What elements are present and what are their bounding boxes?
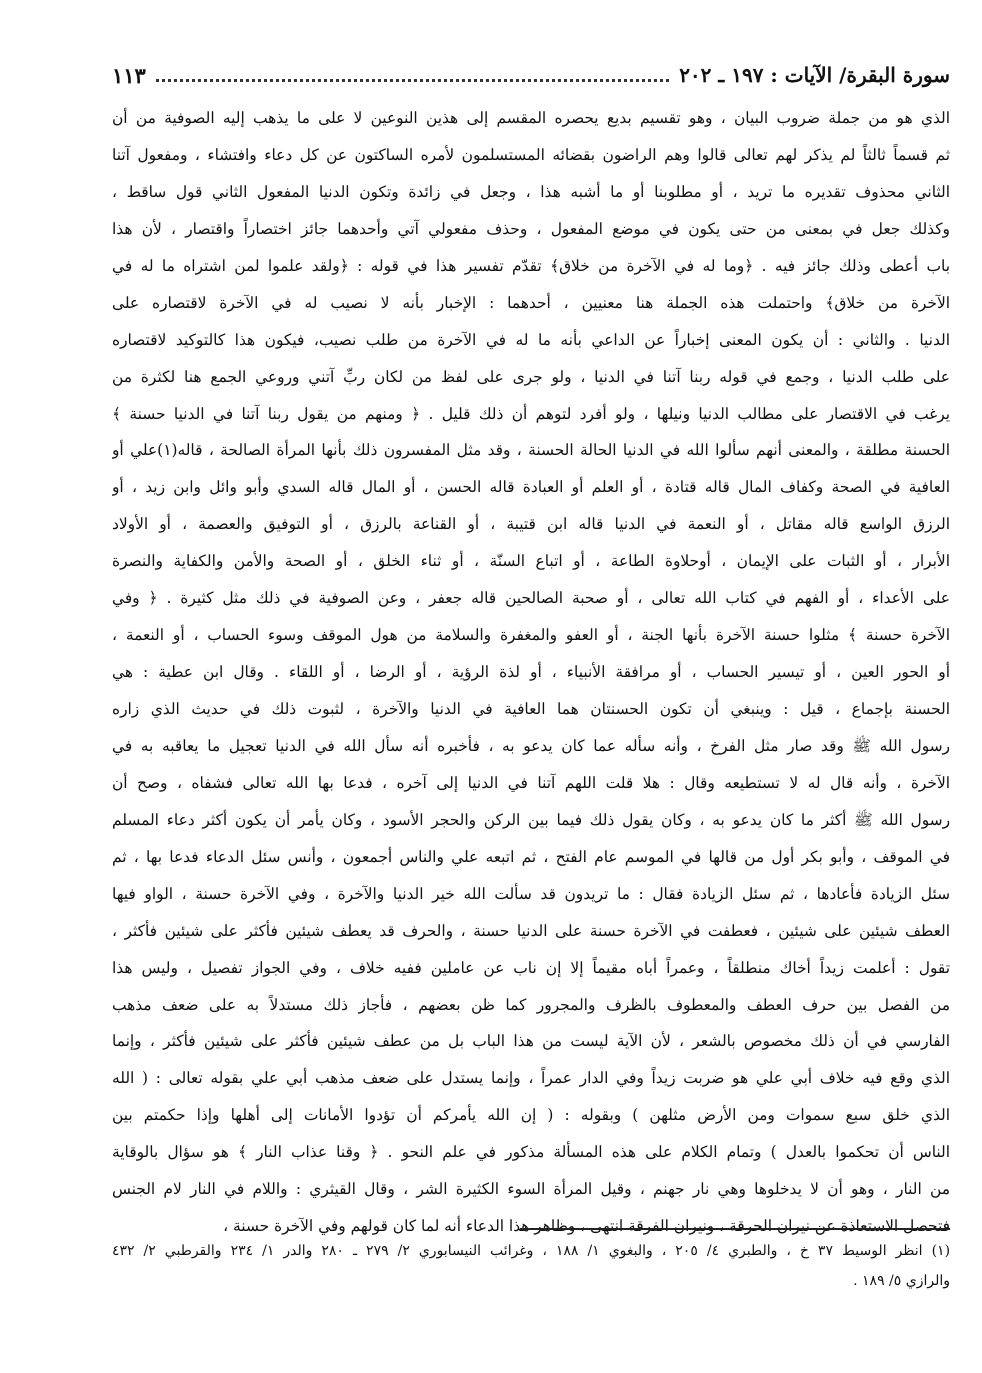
main-text xyxy=(112,100,950,1245)
text-line: تقول : أعلمت زيداً أخاك منطلقاً ، وعمراً أباه مقيماً إلا إن ناب عن عاملين ففيه خلاف ، وفي الجواز تفصيل ، وليس هذا xyxy=(112,958,950,977)
text-line: في الموقف ، وأبو بكر أول من قالها في الموسم عام الفتح ، ثم اتبعه علي والناس أجمعون ، وأنس سئل الدعاء فدعا بها ، ثم xyxy=(112,847,950,866)
footnote-separator xyxy=(520,1228,950,1230)
text-line: الثاني محذوف تقديره ما تريد ، أو مطلوبنا أو ما أشبه هذا ، وجعل في زائدة وتكون الدنيا المفعول الثاني قول ساقط ، xyxy=(112,182,950,201)
text-line: من الفصل بين حرف العطف والمعطوف بالظرف والمجرور كما ظن بعضهم ، فأجاز ذلك مستدلاً به على ضعف مذهب xyxy=(112,995,950,1014)
text-line: رسول الله ﷺ أكثر ما كان يدعو به ، وكان يقول ذلك فيما بين الركن والحجر الأسود ، وكان يأمر أن يكون أكثر دعاء المسلم xyxy=(112,810,950,829)
text-line: الآخرة ، وأنه قال له لا تستطيعه وقال : هلا قلت اللهم آتنا في الدنيا إلى آخره ، فدعا بها الله تعالى فشفاه ، وصح أن xyxy=(112,773,950,792)
text-line: الحسنة مطلقة ، والمعنى أنهم سألوا الله في الدنيا الحالة الحسنة ، وقد مثل المفسرون ذلك بأنها المرأة الصالحة ، قاله(١)علي أو xyxy=(112,441,950,460)
text-line: الآخرة حسنة ﴾ مثلوا حسنة الآخرة بأنها الجنة ، أو العفو والمغفرة والسلامة من هول الموقف وسوء الحساب ، أو النعمة ، xyxy=(112,626,950,645)
header-dotted-leader xyxy=(156,69,669,82)
text-line: الناس أن تحكموا بالعدل ) وتمام الكلام على هذه المسألة مذكور في علم النحو . ﴿ وقنا عذاب النار ﴾ هو سؤال بالوقاية xyxy=(112,1143,950,1162)
surah-title: سورة البقرة/ الآيات : ١٩٧ ـ ٢٠٢ xyxy=(679,63,950,87)
text-line: الحسنة بإجماع ، قيل : وينبغي أن تكون الحسنتان هما العافية في الدنيا والآخرة ، لثبوت ذلك في حديث الذي زاره xyxy=(112,700,950,718)
footnotes xyxy=(112,1236,950,1296)
text-line: من النار ، وهو أن لا يدخلوها وهي نار جهنم ، وقيل المرأة السوء الكثيرة الشر ، وقال القيثري : واللام في النار لام الجنس xyxy=(112,1180,950,1199)
running-header xyxy=(112,58,950,92)
text-line: سئل الزيادة فأعادها ، ثم سئل الزيادة فقال : ما تريدون قد سألت الله خير الدنيا والآخرة ، وفي الآخرة حسنة ، الواو فيها xyxy=(112,884,950,903)
text-line: الذي وقع فيه خلاف أبي علي هو ضربت زيداً وفي الدار عمراً ، وإنما يستدل على ضعف مذهب أبي علي بقوله تعالى : ( الله xyxy=(112,1069,950,1088)
text-line: رسول الله ﷺ وقد صار مثل الفرخ ، وأنه سأله عما كان يدعو به ، فأخبره أنه سأل الله في الدنيا تعجيل ما يعاقبه به في xyxy=(112,736,950,755)
text-line: الأبرار ، أو الثبات على الإيمان ، أوحلاوة الطاعة ، أو اتباع السنّة ، أو ثناء الخلق ، أو الصحة والأمن والكفاية والنصرة xyxy=(112,552,950,571)
footnote-line: (١) انظر الوسيط ٣٧ خ ، والطبري ٤/ ٢٠٥ ، والبغوي ١/ ١٨٨ ، وغرائب النيسابوري ٢/ ٢٧٩ ـ ٢٨٠ والدر ١/ ٢٣٤ والقرطبي ٢/ ٤٣٢ xyxy=(112,1243,950,1259)
text-line: الرزق الواسع قاله مقاتل ، أو النعمة في الدنيا قاله ابن قتيبة ، أو القناعة بالرزق ، أو التوفيق والعصمة ، أو الأولاد xyxy=(112,515,950,534)
text-line: ثم قسماً ثالثاً لم يذكر لهم تعالى قالوا وهم الراضون بقضائه المستسلمون لأمره الساكتون عن كل دعاء وافتشاء ، ومفعول آتنا xyxy=(112,145,950,164)
text-line: باب أعطى وذلك جائز فيه . ﴿وما له في الآخرة من خلاق﴾ تقدّم تفسير هذا في قوله : ﴿ولقد علموا لمن اشتراه ما له في xyxy=(112,256,950,275)
text-line: يرغب في الاقتصار على مطالب الدنيا ونيلها ، ولو أفرد لتوهم أن ذلك قليل . ﴿ ومنهم من يقول ربنا آتنا في الدنيا حسنة ﴾ xyxy=(112,404,950,423)
text-line: فتحصل الاستعاذة عن نيران الحرقة ، ونيران الفرقة انتهى ، وظاهر هذا الدعاء أنه لما كان قولهم وفي الآخرة حسنة ، xyxy=(223,1217,950,1236)
text-line: على الأعداء ، أو الفهم في كتاب الله تعالى ، أو صحبة الصالحين قاله جعفر ، وعن الصوفية في ذلك مثل كثيرة . ﴿ وفي xyxy=(112,589,950,608)
text-line: الذي خلق سبع سموات ومن الأرض مثلهن ) وبقوله : ( إن الله يأمركم أن تؤدوا الأمانات إلى أهلها وإذا حكمتم بين xyxy=(112,1106,950,1125)
page-number: ١١٣ xyxy=(112,62,146,88)
footnote-line: والرازي ٥/ ١٨٩ . xyxy=(853,1273,950,1289)
text-line: العطف شيئين على شيئين ، فعطفت في الآخرة حسنة على الدنيا حسنة ، والحرف قد يعطف شيئين فأكثر على شيئين فأكثر ، xyxy=(112,921,950,940)
text-line: الدنيا . والثاني : أن يكون المعنى إخباراً عن الداعي بأنه ما له في الآخرة من طلب نصيب، فيكون هذا كالتوكيد لاقتصاره xyxy=(112,330,950,349)
text-line: أو الحور العين ، أو تيسير الحساب ، أو مرافقة الأنبياء ، أو لذة الرؤية ، أو الرضا ، أو اللقاء . وقال ابن عطية : هي xyxy=(112,663,950,682)
text-line: الآخرة من خلاق﴾ واحتملت هذه الجملة هنا معنيين ، أحدهما : الإخبار بأنه لا نصيب له في الآخرة لاقتصاره على xyxy=(112,293,950,312)
text-line: الفارسي في أن ذلك مخصوص بالشعر ، لأن الآية ليست من هذا الباب بل من عطف شيئين فأكثر على شيئين فأكثر ، وإنما xyxy=(112,1032,950,1051)
text-line: وكذلك جعل في بمعنى من حتى يكون في موضع المفعول ، وحذف مفعولي آتي وأحدهما جائز اختصاراً واقتصار ، لأن هذا xyxy=(112,219,950,238)
text-line: العافية في الصحة وكفاف المال قاله قتادة ، أو العلم أو العبادة قاله الحسن ، أو المال قاله السدي وأبو وائل وابن زيد ، أو xyxy=(112,478,950,497)
text-line: الذي هو من جملة ضروب البيان ، وهو تقسيم بديع يحصره المقسم إلى هذين النوعين لا على ما يذهب إليه الصوفية من أن xyxy=(112,109,950,127)
text-line: على طلب الدنيا ، وجمع في قوله ربنا آتنا في الدنيا ، ولو جرى على لفظ من لكان ربِّ آتني وروعي الجمع هنا لكثرة من xyxy=(112,367,950,386)
